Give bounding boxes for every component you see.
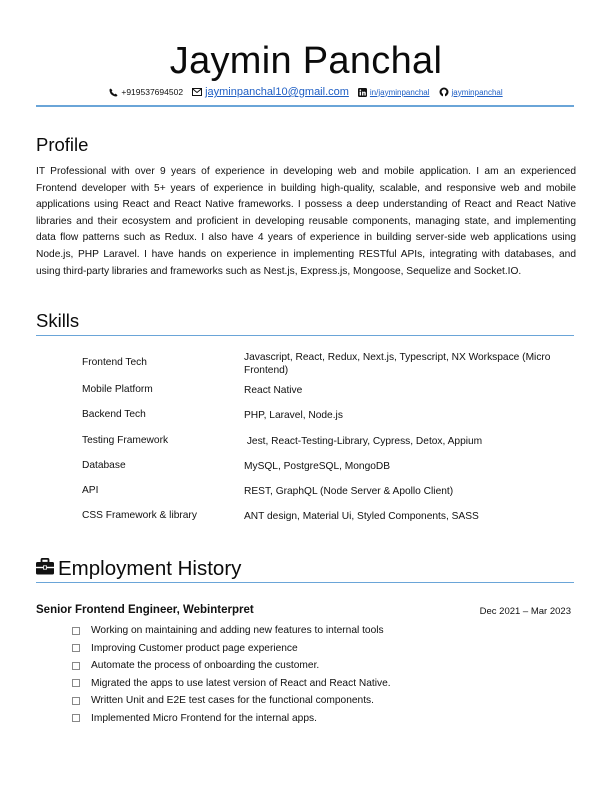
github-link[interactable]: jayminpanchal	[451, 87, 503, 97]
profile-summary: IT Professional with over 9 years of experience in developing web and mobile application. I am an experienced Frontend developer with 5+ years of experience in building high-quality, scalable, and responsive web and mobile applications using React and React Native frameworks. I possess a deep understanding of React and React Native libraries and their ecosystem and proficient in developing reusable components, managing state, and implementing data flow patterns such as Redux. I also have 4 years of experience in building server-side web applications using Node.js, PHP Laravel. I have hands on experience in implementing RESTful APIs, integrating with databases, and using third-party libraries and frameworks such as Nest.js, Express.js, Mongoose, Sequelize and Socket.IO.	[36, 166, 576, 277]
bullet-box-icon	[72, 697, 80, 705]
linkedin-item[interactable]	[358, 88, 430, 97]
employment-heading: Employment History	[58, 557, 242, 580]
skill-category: Testing Framework	[82, 435, 169, 446]
list-item-text: Improving Customer product page experience	[91, 642, 298, 654]
list-item	[72, 625, 384, 636]
skill-values: MySQL, PostgreSQL, MongoDB	[244, 461, 391, 472]
list-item-text: Implemented Micro Frontend for the internal apps.	[91, 712, 317, 724]
job-title: Senior Frontend Engineer, Webinterpret	[36, 604, 254, 616]
skills-divider	[36, 335, 574, 336]
skill-values: ANT design, Material Ui, Styled Components, SASS	[244, 511, 479, 522]
github-item[interactable]	[439, 87, 503, 97]
bullet-box-icon	[72, 662, 80, 670]
email-link[interactable]: jayminpanchal10@gmail.com	[205, 86, 349, 98]
employment-divider	[36, 582, 574, 583]
linkedin-link[interactable]: in/jayminpanchal	[369, 87, 430, 97]
profile-heading: Profile	[36, 134, 89, 155]
skill-values: PHP, Laravel, Node.js	[244, 410, 343, 421]
phone-icon	[109, 88, 118, 97]
list-item-text: Migrated the apps to use latest version of React and React Native.	[91, 677, 391, 689]
bullet-box-icon	[72, 627, 80, 635]
skill-category: API	[82, 485, 99, 496]
job-dates: Dec 2021 – Mar 2023	[479, 606, 571, 617]
linkedin-icon	[358, 88, 367, 97]
skills-heading: Skills	[36, 310, 80, 331]
list-item	[72, 713, 317, 724]
email-item[interactable]	[192, 86, 349, 98]
skill-category: Mobile Platform	[82, 384, 153, 395]
list-item-text: Working on maintaining and adding new features to internal tools	[91, 625, 384, 636]
skill-category: CSS Framework & library	[82, 510, 197, 521]
list-item	[72, 643, 298, 654]
list-item	[72, 678, 391, 689]
skill-category: Database	[82, 460, 126, 471]
phone-number: +919537694502	[121, 87, 184, 97]
phone-item	[109, 87, 183, 97]
skill-values: React Native	[244, 385, 303, 396]
github-icon	[439, 87, 449, 97]
skill-values: Javascript, React, Redux, Next.js, Typescript, NX Workspace (Micro Frontend)	[244, 352, 551, 376]
list-item	[72, 660, 319, 671]
bullet-box-icon	[72, 679, 80, 687]
candidate-name: Jaymin Panchal	[169, 40, 443, 82]
list-item-text: Written Unit and E2E test cases for the functional components.	[91, 695, 374, 706]
skill-category: Backend Tech	[82, 409, 146, 420]
skill-values: REST, GraphQL (Node Server & Apollo Client)	[244, 486, 454, 497]
contact-bar	[0, 86, 612, 98]
bullet-box-icon	[72, 714, 80, 722]
skill-values: Jest, React-Testing-Library, Cypress, Detox, Appium	[244, 436, 483, 447]
skill-category: Frontend Tech	[82, 357, 147, 368]
bullet-box-icon	[72, 644, 80, 652]
list-item	[72, 695, 374, 706]
envelope-icon	[192, 88, 202, 96]
header-divider	[36, 105, 574, 107]
list-item-text: Automate the process of onboarding the customer.	[91, 660, 320, 671]
briefcase-icon	[36, 558, 54, 575]
